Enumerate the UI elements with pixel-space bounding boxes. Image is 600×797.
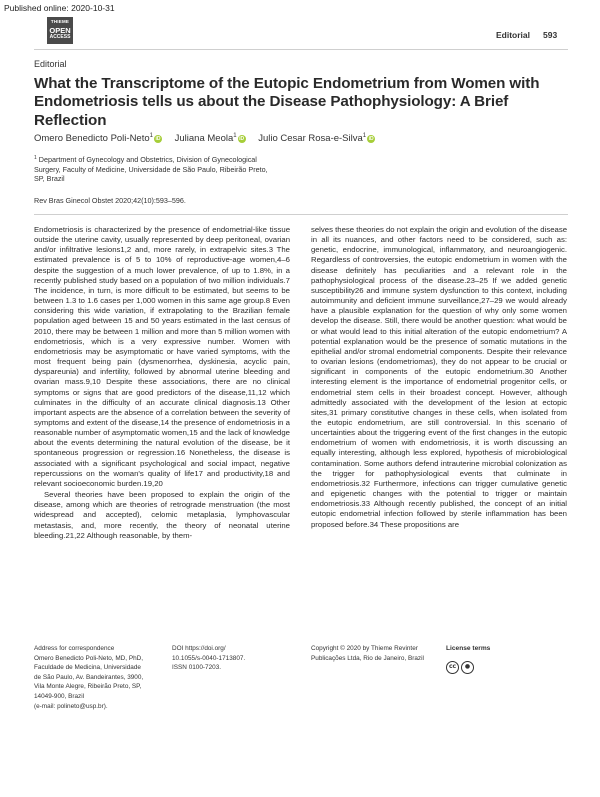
doi-value[interactable]: 10.1055/s-0040-1713807. [172, 654, 246, 662]
published-online-stamp: Published online: 2020-10-31 [4, 3, 115, 13]
author-item[interactable] [175, 133, 246, 144]
journal-citation: Rev Bras Ginecol Obstet 2020;42(10):593–596. [34, 196, 186, 205]
author-name: Julio Cesar Rosa-e-Silva [258, 133, 363, 144]
creative-commons-icon[interactable]: cc [446, 661, 459, 674]
issn: ISSN 0100-7203. [172, 664, 222, 672]
orcid-icon[interactable]: iD [239, 136, 245, 142]
author-item[interactable] [258, 133, 375, 144]
copyright-notice: Copyright © 2020 by Thieme Revinter Publicações Ltda, Rio de Janeiro, Brazil [311, 645, 424, 662]
body-column-left [34, 225, 290, 542]
logo-line-thieme: THIEME [50, 19, 70, 24]
license-icons[interactable] [446, 655, 476, 674]
author-name: Juliana Meola [174, 133, 234, 144]
correspondence-email[interactable]: (e-mail: polineto@usp.br). [34, 702, 108, 710]
correspondence-address: Omero Benedicto Poli-Neto, MD, PhD, Faculdade de Medicina, Universidade de São Paulo, Av. Bandeirantes, 3900, Vila Monte Alegre, Ribeirão Preto, SP, 14049-900, Brazil [34, 654, 144, 700]
body-paragraph: Endometriosis is characterized by the presence of endometrial-like tissue outside the uterine cavity, usually represented by deep peritoneal, ovarian and/or infiltrative lesions1,2 and, more rarely, in extrapelvic sites.3 The estimated prevalence is of 5 to 10% of reproductive-age women,4–6 despite the suggestion of a much lower prevalence, of up to 1.8%, in a recently published study based on a population of two million individuals.7 The incidence, in turn, is more difficult to be estimated, but seems to be between 1.3 to 1.6 cases per 1,000 women in this same age group.8 Even considering this wide variation, if extrapolating to the Brazilian female population aged between 15 and 50 years estimated in the last census of 2010, there may be between 1 million and more than 5 million women with endometriosis, which is a very expressive number. Women with endometriosis may be asymptomatic or have varied symptoms, with the most frequent being pain (dysmenorrhea, dyskinesia, acyclic pain, dyspareunia) and infertility, followed by abnormal uterine bleeding and ovarian mass.9,10 Despite these associations, there are no clinical symptoms or signs that are good predictors of the disease,11,12 which culminates in the difficulty of an accurate clinical diagnosis.13 Other important aspects are the absence of a correlation between the severity of symptoms and extent of the disease,14 the presence of endometriosis in a reasonable number of asymptomatic women,15 and the lack of knowledge about the events determining the natural evolution of the disease, be it spontaneous progression or regression.16 Nonetheless, the disease is associated with a significant psychological and social impact, negative repercussions on the woman's quality of life17 and productivity,18 and relevant socioeconomic burden.19,20 [34, 225, 290, 488]
doi-block [172, 644, 282, 673]
attribution-icon[interactable]: ● [461, 661, 474, 674]
affiliation-mark: 1 [34, 155, 37, 161]
affiliation-text: Department of Gynecology and Obstetrics, Division of Gynecological Surgery, Faculty of Medicine, Universidade de São Paulo, Ribeirão Preto, SP, Brazil [34, 155, 268, 184]
affiliation-mark: 1 [149, 133, 153, 139]
body-paragraph: selves these theories do not explain the origin and evolution of the disease in all its nuances, and other factors need to be considered, such as: genetic, endocrine, immunological, inflammatory, and neuroangiogenic. Regardless of controversies, the eutopic endometrium in women with the disease definitely has peculiarities and a relevant role in the pathophysiological process of the disease.23–25 If we added genetic susceptibility26 and immune system dysfunction to this context, including autoimmunity and deficient immune surveillance,27–29 we would already have a plausible explanation for the question of why only some women develop the disease. Still, there would be another question: what would be or what would lead to this initial alteration of the eutopic endometrium? A potential explanation would be the presence of somatic mutations in the epithelial and/or stromal endometrial components. Despite their relevance to ovarian lesions (endometriomas), they do not appear to be crucial or significant in components of the eutopic endometrium.30 Another interesting element is the importance of endometrial progenitor cells, or endometrial stem cells in their broadest concept. However, although admittedly associated with the development of the lesion at ectopic sites,31 primary constitutive changes in these cells, when isolated from the eutopic endometrium, are still controversial. In this scenario of uncertainties about the triggering event of the first changes in the eutopic endometrium of women with endometriosis, it is worth discussing an equally interesting, although less explored, hypothesis of microbiological contamination. Some authors defend intrauterine microbial colonization as the trigger for pathophysiological events that culminate in endometriosis.32 Furthermore, infections can trigger cumulative genetic and epigenetic changes with the potential to trigger or maintain endometriosis.33 Although recently published, the concept of an initial eutopic endometrial infection followed by sterile inflammation has been proposed before.34 These propositions are [311, 225, 567, 529]
logo-line-open: OPEN [49, 25, 71, 35]
body-column-right [311, 225, 567, 531]
thieme-open-access-logo [47, 17, 73, 44]
correspondence-label: Address for correspondence [34, 645, 115, 652]
orcid-icon[interactable]: iD [368, 136, 374, 142]
license-terms-label[interactable]: License terms [446, 645, 491, 652]
correspondence-block [34, 644, 146, 711]
body-paragraph: Several theories have been proposed to explain the origin of the disease, among which are theories of retrograde menstruation (the most widespread and accepted), celomic metaplasia, lymphovascular metastasis, and, more recently, the theory of neonatal uterine bleeding.21,22 Although reasonable, by them- [34, 490, 290, 540]
doi-link[interactable]: DOI https://doi.org/ [172, 645, 226, 652]
article-section-label: Editorial [34, 59, 67, 69]
article-title: What the Transcriptome of the Eutopic Endometrium from Women with Endometriosis tells us about the Disease Pathophysiology: A Brief Reflection [34, 75, 540, 129]
orcid-icon[interactable]: iD [155, 136, 161, 142]
affiliation-block [34, 154, 274, 184]
page-number: 593 [543, 30, 558, 40]
author-list [34, 133, 385, 144]
affiliation-mark: 1 [362, 133, 367, 139]
logo-line-access: ACCESS [49, 34, 71, 40]
affiliation-mark: 1 [233, 133, 237, 139]
header-divider [34, 49, 568, 50]
body-divider [34, 214, 568, 215]
author-name: Omero Benedicto Poli-Neto [34, 133, 150, 144]
author-item[interactable] [34, 133, 162, 144]
running-header-section: Editorial [496, 30, 531, 40]
